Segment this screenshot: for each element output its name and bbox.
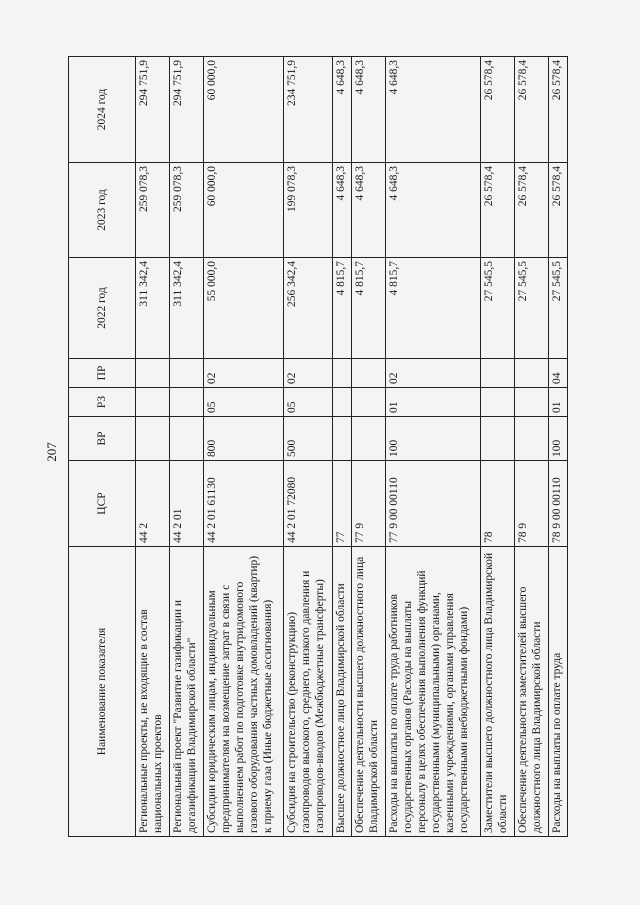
cell-rz: 05 <box>203 388 283 417</box>
cell-pr: 02 <box>203 359 283 388</box>
cell-2024: 26 578,4 <box>515 57 549 163</box>
cell-2024: 4 648,3 <box>333 57 352 163</box>
cell-2022: 311 342,4 <box>169 258 203 359</box>
table-row <box>203 57 283 837</box>
rotated-page-content <box>68 57 568 837</box>
cell-vr: 100 <box>549 417 568 461</box>
page-number: 207 <box>44 442 59 462</box>
cell-2022: 311 342,4 <box>136 258 170 359</box>
cell-rz: 01 <box>549 388 568 417</box>
cell-rz <box>351 388 385 417</box>
cell-2022: 4 815,7 <box>333 258 352 359</box>
cell-2024: 294 751,9 <box>136 57 170 163</box>
cell-2024: 26 578,4 <box>549 57 568 163</box>
cell-indicator-name: Обеспечение деятельности заместителей высшего должностного лица Владимирской области <box>515 547 549 837</box>
cell-2023: 26 578,4 <box>515 163 549 258</box>
cell-rz <box>169 388 203 417</box>
cell-csr: 77 9 <box>351 461 385 547</box>
cell-indicator-name: Заместители высшего должностного лица Владимирской области <box>481 547 515 837</box>
cell-pr <box>169 359 203 388</box>
header-pr: ПР <box>69 359 136 388</box>
table-row <box>333 57 352 837</box>
table-row <box>515 57 549 837</box>
cell-2023: 199 078,3 <box>284 163 333 258</box>
cell-2024: 4 648,3 <box>385 57 480 163</box>
cell-indicator-name: Расходы на выплаты по оплате труда <box>549 547 568 837</box>
cell-csr: 77 <box>333 461 352 547</box>
cell-pr <box>515 359 549 388</box>
header-year-2024: 2024 год <box>69 57 136 163</box>
table-row <box>284 57 333 837</box>
cell-vr <box>136 417 170 461</box>
cell-2022: 27 545,5 <box>481 258 515 359</box>
cell-csr: 78 9 <box>515 461 549 547</box>
cell-2024: 4 648,3 <box>351 57 385 163</box>
cell-2022: 27 545,5 <box>515 258 549 359</box>
cell-csr: 78 9 00 00110 <box>549 461 568 547</box>
cell-2023: 26 578,4 <box>481 163 515 258</box>
cell-csr: 77 9 00 00110 <box>385 461 480 547</box>
cell-vr <box>515 417 549 461</box>
header-rz: РЗ <box>69 388 136 417</box>
cell-2023: 259 078,3 <box>136 163 170 258</box>
cell-2023: 259 078,3 <box>169 163 203 258</box>
cell-rz <box>481 388 515 417</box>
table-row <box>169 57 203 837</box>
cell-indicator-name: Расходы на выплаты по оплате труда работников государственных органов (Расходы на выплаты персоналу в целях обеспечения выполнения функций государственными (муниципальными) органами, казенными учреждениями, органами управления государственными внебюджетными фондами) <box>385 547 480 837</box>
table-header-row <box>69 57 136 837</box>
cell-2024: 26 578,4 <box>481 57 515 163</box>
cell-2023: 4 648,3 <box>351 163 385 258</box>
cell-2024: 60 000,0 <box>203 57 283 163</box>
cell-csr: 44 2 01 <box>169 461 203 547</box>
cell-2023: 4 648,3 <box>385 163 480 258</box>
cell-indicator-name: Региональные проекты, не входящие в состав национальных проектов <box>136 547 170 837</box>
cell-rz: 01 <box>385 388 480 417</box>
header-indicator-name: Наименование показателя <box>69 547 136 837</box>
header-year-2022: 2022 год <box>69 258 136 359</box>
cell-vr <box>481 417 515 461</box>
table-row <box>481 57 515 837</box>
cell-pr <box>481 359 515 388</box>
header-year-2023: 2023 год <box>69 163 136 258</box>
cell-2022: 55 000,0 <box>203 258 283 359</box>
cell-vr <box>333 417 352 461</box>
header-vr: ВР <box>69 417 136 461</box>
cell-2024: 294 751,9 <box>169 57 203 163</box>
cell-indicator-name: Субсидии юридическим лицам, индивидуальным предпринимателям на возмещение затрат в связи с выполнением работ по подготовке внутридомового газового оборудования частных домовладений (квартир) к приему газа (Иные бюджетные ассигнования) <box>203 547 283 837</box>
cell-pr <box>351 359 385 388</box>
cell-vr <box>351 417 385 461</box>
cell-2022: 27 545,5 <box>549 258 568 359</box>
cell-pr: 02 <box>284 359 333 388</box>
cell-rz: 05 <box>284 388 333 417</box>
cell-vr: 100 <box>385 417 480 461</box>
cell-pr: 04 <box>549 359 568 388</box>
table-row <box>549 57 568 837</box>
cell-rz <box>136 388 170 417</box>
cell-2022: 4 815,7 <box>351 258 385 359</box>
cell-vr: 800 <box>203 417 283 461</box>
cell-csr: 44 2 <box>136 461 170 547</box>
cell-pr: 02 <box>385 359 480 388</box>
cell-indicator-name: Региональный проект "Развитие газификации и догазификации Владимирской области" <box>169 547 203 837</box>
cell-indicator-name: Субсидия на строительство (реконструкцию) газопроводов высокого, среднего, низкого давления и газопроводов-вводов (Межбюджетные трансферты) <box>284 547 333 837</box>
cell-pr <box>333 359 352 388</box>
cell-2022: 4 815,7 <box>385 258 480 359</box>
budget-table <box>68 56 568 837</box>
cell-csr: 44 2 01 61130 <box>203 461 283 547</box>
cell-vr <box>169 417 203 461</box>
table-row <box>136 57 170 837</box>
cell-vr: 500 <box>284 417 333 461</box>
cell-rz <box>515 388 549 417</box>
cell-2023: 26 578,4 <box>549 163 568 258</box>
cell-csr: 44 2 01 72080 <box>284 461 333 547</box>
cell-rz <box>333 388 352 417</box>
cell-indicator-name: Высшее должностное лицо Владимирской области <box>333 547 352 837</box>
header-csr: ЦСР <box>69 461 136 547</box>
cell-indicator-name: Обеспечение деятельности высшего должностного лица Владимирской области <box>351 547 385 837</box>
cell-2024: 234 751,9 <box>284 57 333 163</box>
table-row <box>351 57 385 837</box>
cell-2023: 4 648,3 <box>333 163 352 258</box>
cell-csr: 78 <box>481 461 515 547</box>
table-row <box>385 57 480 837</box>
cell-pr <box>136 359 170 388</box>
cell-2022: 256 342,4 <box>284 258 333 359</box>
cell-2023: 60 000,0 <box>203 163 283 258</box>
